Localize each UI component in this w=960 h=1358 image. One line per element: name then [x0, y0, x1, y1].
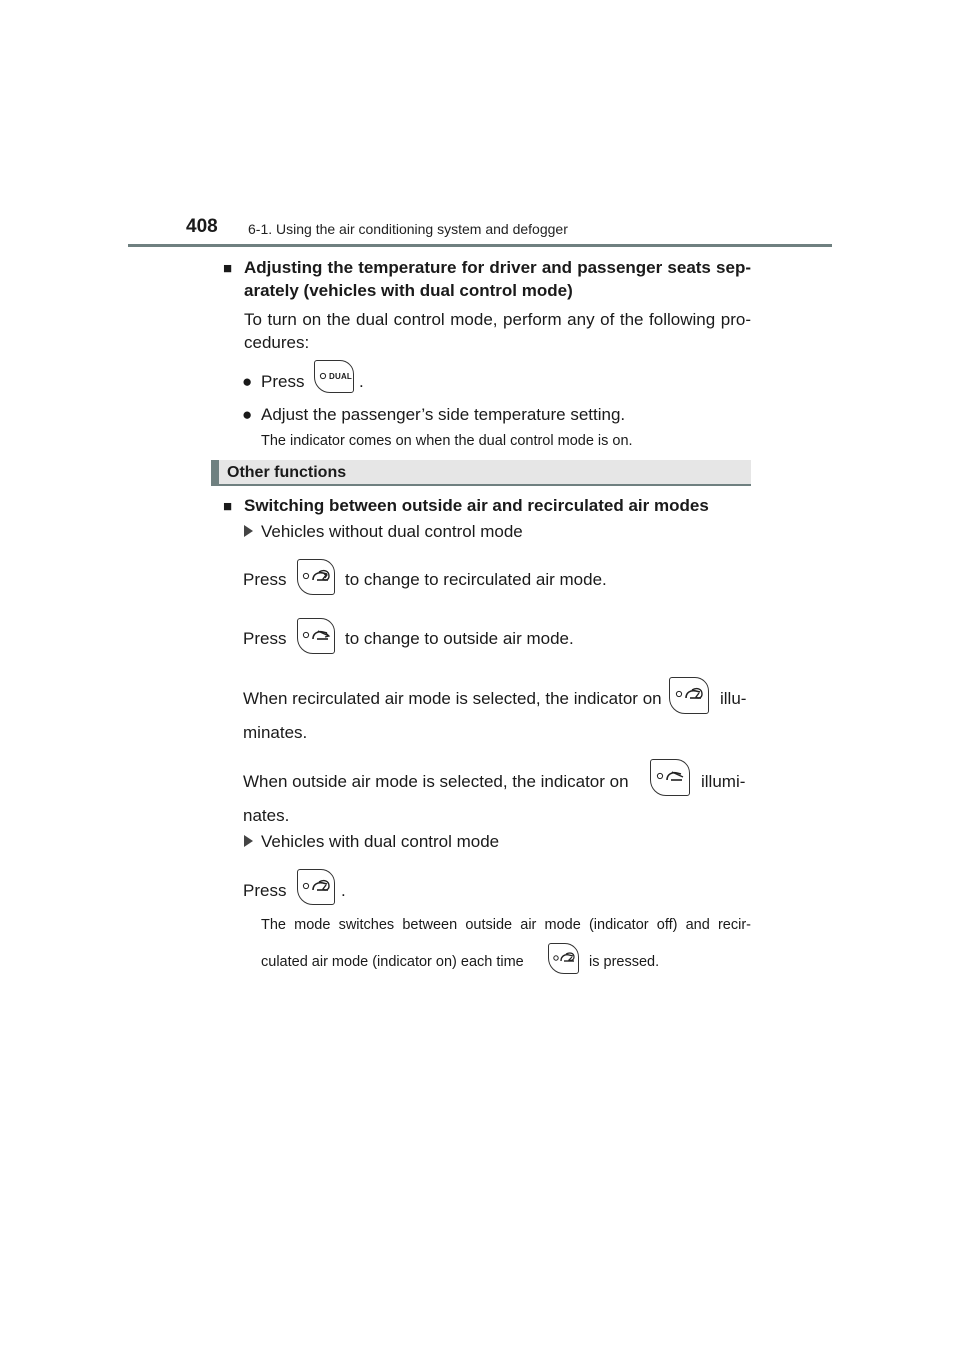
recirculate-button[interactable]: [548, 943, 579, 974]
outside-indicator-text: When outside air mode is selected, the indicator on: [243, 772, 629, 791]
bullet-dot-icon: ●: [242, 372, 253, 391]
dual-heading-line1: Adjusting the temperature for driver and passenger seats sep-: [244, 258, 751, 277]
outside-air-button[interactable]: [650, 759, 690, 796]
press-text: Press: [243, 570, 287, 589]
dual-button[interactable]: [314, 360, 354, 393]
outside-air-icon: [651, 760, 691, 797]
recirc-indicator-after: illu-: [720, 689, 747, 708]
without-dual-label: Vehicles without dual control mode: [244, 520, 523, 543]
recirculate-button[interactable]: [669, 677, 709, 714]
arrow-icon: [244, 835, 253, 847]
dual-note: The indicator comes on when the dual control mode is on.: [261, 433, 633, 449]
outside-indicator-line2: nates.: [243, 806, 290, 825]
mode-note-line2: culated air mode (indicator on) each time: [261, 954, 524, 970]
outside-air-icon: [298, 619, 336, 655]
recirculate-button[interactable]: [297, 559, 335, 595]
page-number: 408: [186, 216, 218, 237]
section-band-accent: [211, 460, 219, 486]
mode-note-line1: The mode switches between outside air mode (indicator off) and recir-: [261, 917, 751, 933]
outside-indicator-after: illumi-: [701, 772, 746, 791]
arrow-icon: [244, 525, 253, 537]
section-band-title: Other functions: [227, 464, 347, 481]
header-rule: [128, 244, 832, 247]
recirc-indicator-line2: minates.: [243, 723, 308, 742]
dual-intro-line1: To turn on the dual control mode, perform any of the following pro-: [244, 310, 751, 329]
outside-air-button[interactable]: [297, 618, 335, 654]
dual-heading-line2: arately (vehicles with dual control mode): [244, 281, 573, 300]
recirculate-air-icon: [549, 944, 580, 975]
press-period: .: [341, 881, 346, 900]
dual-heading-bullet: ■: [223, 260, 233, 277]
press-text: Press: [243, 881, 287, 900]
with-dual-label: Vehicles with dual control mode: [244, 830, 499, 853]
section-band-rule: [211, 484, 751, 486]
switch-heading-bullet: ■: [223, 498, 233, 515]
recirculate-air-icon: [670, 678, 710, 715]
press-recirc-text: to change to recirculated air mode.: [345, 570, 607, 589]
recirculate-air-icon: [298, 870, 336, 906]
recirculate-air-icon: [298, 560, 336, 596]
section-title: 6-1. Using the air conditioning system and defogger: [248, 221, 568, 237]
bullet2-text: Adjust the passenger’s side temperature setting.: [261, 405, 626, 424]
press-text: Press: [243, 629, 287, 648]
bullet-dot-icon: ●: [242, 405, 253, 424]
press-outside-text: to change to outside air mode.: [345, 629, 574, 648]
bullet1-text: Press: [261, 372, 305, 391]
dual-intro-line2: cedures:: [244, 333, 310, 352]
recirculate-button[interactable]: [297, 869, 335, 905]
bullet1-period: .: [359, 372, 364, 391]
dual-button-label: DUAL: [329, 372, 353, 381]
recirc-indicator-text: When recirculated air mode is selected, the indicator on: [243, 689, 662, 708]
switch-heading: Switching between outside air and recirculated air modes: [244, 496, 709, 515]
mode-note-line2-after: is pressed.: [589, 954, 660, 970]
